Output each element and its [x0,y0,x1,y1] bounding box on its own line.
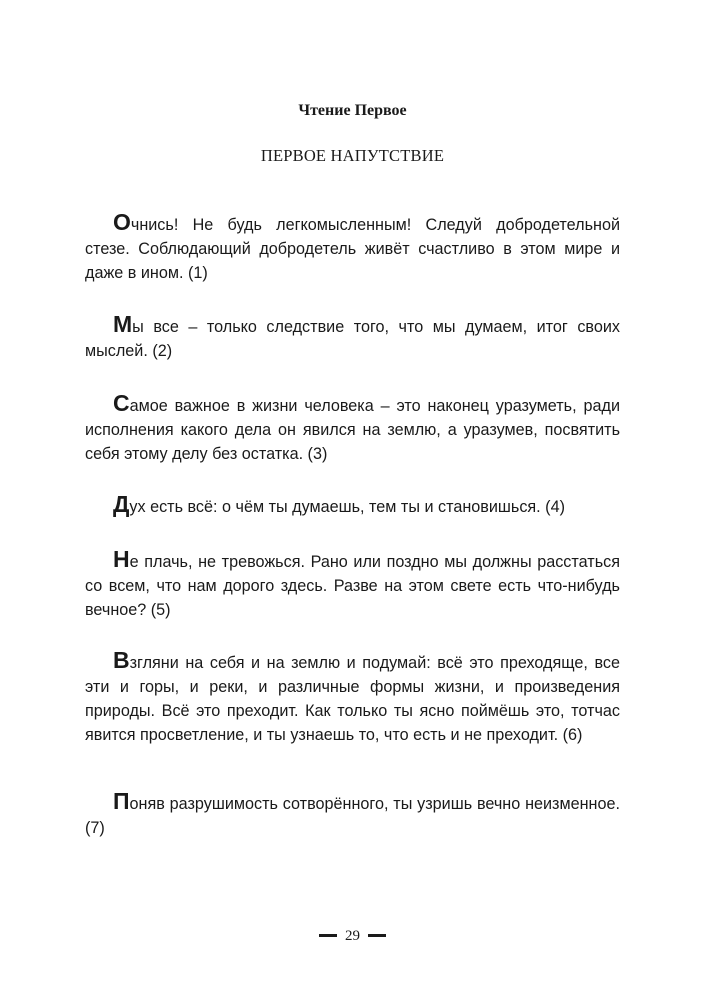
verse-text: згляни на себя и на землю и подумай: всё это преходяще, все эти и горы, и реки, и различные формы жизни, и произведения природы. Всё это преходит. Как только ты ясно поймёшь это, тотчас явится просветление, и ты узнаешь то, что есть и не преходит. (6) [85,654,620,744]
verse-paragraph [85,647,620,747]
verse-paragraph [85,788,620,840]
verse-text: оняв разрушимость сотворённого, ты узришь вечно неизменное. (7) [85,795,620,837]
verse-initial-letter: Д [113,491,130,517]
reading-title: Чтение Первое [298,102,407,119]
verse-initial-letter: Н [113,546,130,572]
verse-paragraph [85,491,620,519]
verse-initial-letter: В [113,647,130,673]
verse-text: чнись! Не будь легкомысленным! Следуй добродетельной стезе. Соблюдающий добродетель живёт счастливо в этом мире и даже в ином. (1) [85,216,620,282]
verse-text: амое важное в жизни человека – это наконец уразуметь, ради исполнения какого дела он явился на землю, а уразумев, посвятить себя этому делу без остатка. (3) [85,397,620,463]
verse-paragraph [85,311,620,363]
verse-initial-letter: О [113,209,131,235]
verse-text: ы все – только следствие того, что мы думаем, итог своих мыслей. (2) [85,318,620,360]
verse-text: ух есть всё: о чём ты думаешь, тем ты и становишься. (4) [129,498,565,516]
verse-initial-letter: П [113,788,130,814]
verse-text: е плачь, не тревожься. Рано или поздно мы должны расстаться со всем, что нам дорого здесь. Разве на этом свете есть что-нибудь вечное? (5) [85,553,620,619]
verse-paragraph [85,209,620,285]
verse-paragraph [85,546,620,622]
section-title: ПЕРВОЕ НАПУТСТВИЕ [260,146,445,165]
footer-dash-left [319,934,337,937]
verse-initial-letter: С [113,390,130,416]
page-footer [0,926,705,946]
footer-dash-right [368,934,386,937]
verse-paragraph [85,390,620,466]
verse-initial-letter: М [113,311,133,337]
page-number: 29 [345,928,360,944]
